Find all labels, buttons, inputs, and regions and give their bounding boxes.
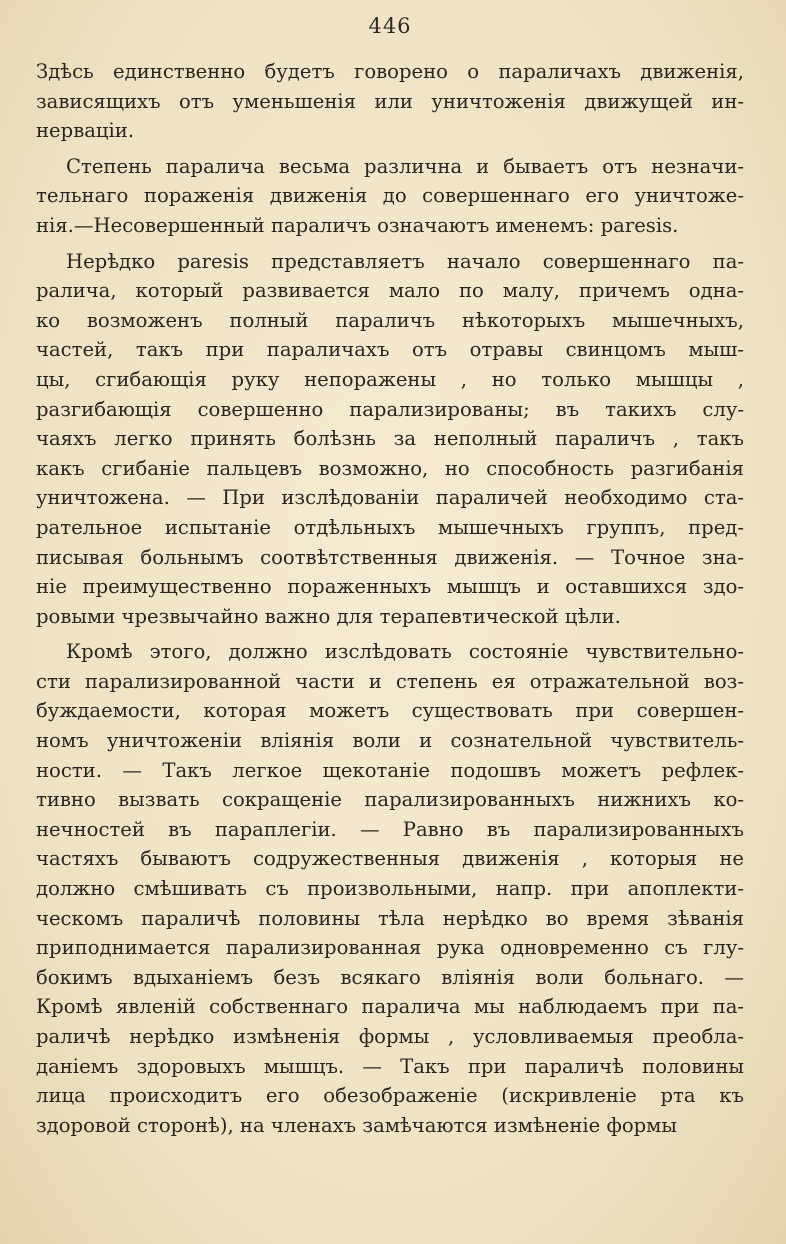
text-line: бокимъ вдыханіемъ безъ всякаго вліянія воли больнаго. — — [36, 965, 744, 989]
text-line: рательное испытаніе отдѣльныхъ мышечныхъ группъ, пред- — [36, 515, 744, 539]
text-line: здоровой сторонѣ), на членахъ замѣчаются измѣненіе формы — [36, 1113, 678, 1137]
body-text — [36, 57, 744, 1140]
text-line: ралича, который развивается мало по малу, причемъ одна- — [36, 279, 744, 303]
text-line: лица происходитъ его обезображеніе (искривленіе рта къ — [36, 1084, 744, 1108]
text-line: писывая больнымъ соотвѣтственныя движенія. — Точное зна- — [36, 545, 744, 569]
paragraph — [36, 637, 744, 1140]
text-line: Степень паралича весьма различна и бываетъ отъ незначи- — [66, 154, 744, 178]
text-line: ности. — Такъ легкое щекотаніе подошвъ можетъ рефлек- — [36, 758, 744, 782]
page-number: 446 — [368, 14, 412, 38]
text-line: зависящихъ отъ уменьшенія или уничтоженія движущей ин- — [36, 89, 744, 113]
text-line: какъ сгибаніе пальцевъ возможно, но способность разгибанія — [36, 456, 744, 480]
text-line: должно смѣшивать съ произвольными, напр. при апоплекти- — [36, 877, 744, 901]
text-line: частей, такъ при параличахъ отъ отравы свинцомъ мыш- — [36, 338, 744, 362]
text-line: разгибающія совершенно парализированы; въ такихъ слу- — [36, 397, 744, 421]
text-line: уничтожена. — При изслѣдованіи параличей необходимо ста- — [36, 486, 744, 510]
text-line: сти парализированной части и степень ея отражательной воз- — [36, 669, 744, 693]
text-line: цы, сгибающія руку непоражены , но только мышцы , — [36, 367, 744, 391]
text-line: ровыми чрезвычайно важно для терапевтической цѣли. — [36, 604, 621, 628]
text-line: нечностей въ параплегіи. — Равно въ парализированныхъ — [36, 817, 744, 841]
text-line: ніе преимущественно пораженныхъ мышцъ и оставшихся здо- — [36, 575, 744, 599]
text-line: даніемъ здоровыхъ мышцъ. — Такъ при параличѣ половины — [36, 1054, 744, 1078]
text-line: буждаемости, которая можетъ существовать при совершен- — [36, 699, 744, 723]
text-line: частяхъ бываютъ содружественныя движенія , которыя не — [36, 847, 744, 871]
text-line: Кромѣ явленій собственнаго паралича мы наблюдаемъ при па- — [36, 995, 744, 1019]
text-line: ко возможенъ полный параличъ нѣкоторыхъ мышечныхъ, — [36, 308, 744, 332]
text-line: тивно вызвать сокращеніе парализированныхъ нижнихъ ко- — [36, 788, 744, 812]
text-line: номъ уничтоженіи вліянія воли и сознательной чувствитель- — [36, 729, 744, 753]
paragraph — [36, 247, 744, 632]
text-line: нерваціи. — [36, 119, 135, 143]
text-line: Здѣсь единственно будетъ говорено о параличахъ движенія, — [36, 60, 744, 83]
text-line: тельнаго пораженія движенія до совершеннаго его уничтоже- — [36, 184, 744, 208]
text-line: приподнимается парализированная рука одновременно съ глу- — [36, 936, 744, 960]
text-line: Нерѣдко paresis представляетъ начало совершеннаго па- — [66, 249, 744, 273]
text-line: чаяхъ легко принять болѣзнь за неполный параличъ , такъ — [36, 427, 744, 451]
text-line: раличѣ нерѣдко измѣненія формы , условливаемыя преобла- — [36, 1025, 744, 1048]
paragraph — [36, 57, 744, 146]
text-line: нія.—Несовершенный параличъ означаютъ именемъ: paresis. — [36, 213, 679, 237]
text-line: ческомъ параличѣ половины тѣла нерѣдко во время зѣванія — [36, 906, 744, 930]
paragraph — [36, 152, 744, 241]
text-line: Кромѣ этого, должно изслѣдовать состояніе чувствительно- — [66, 640, 744, 664]
